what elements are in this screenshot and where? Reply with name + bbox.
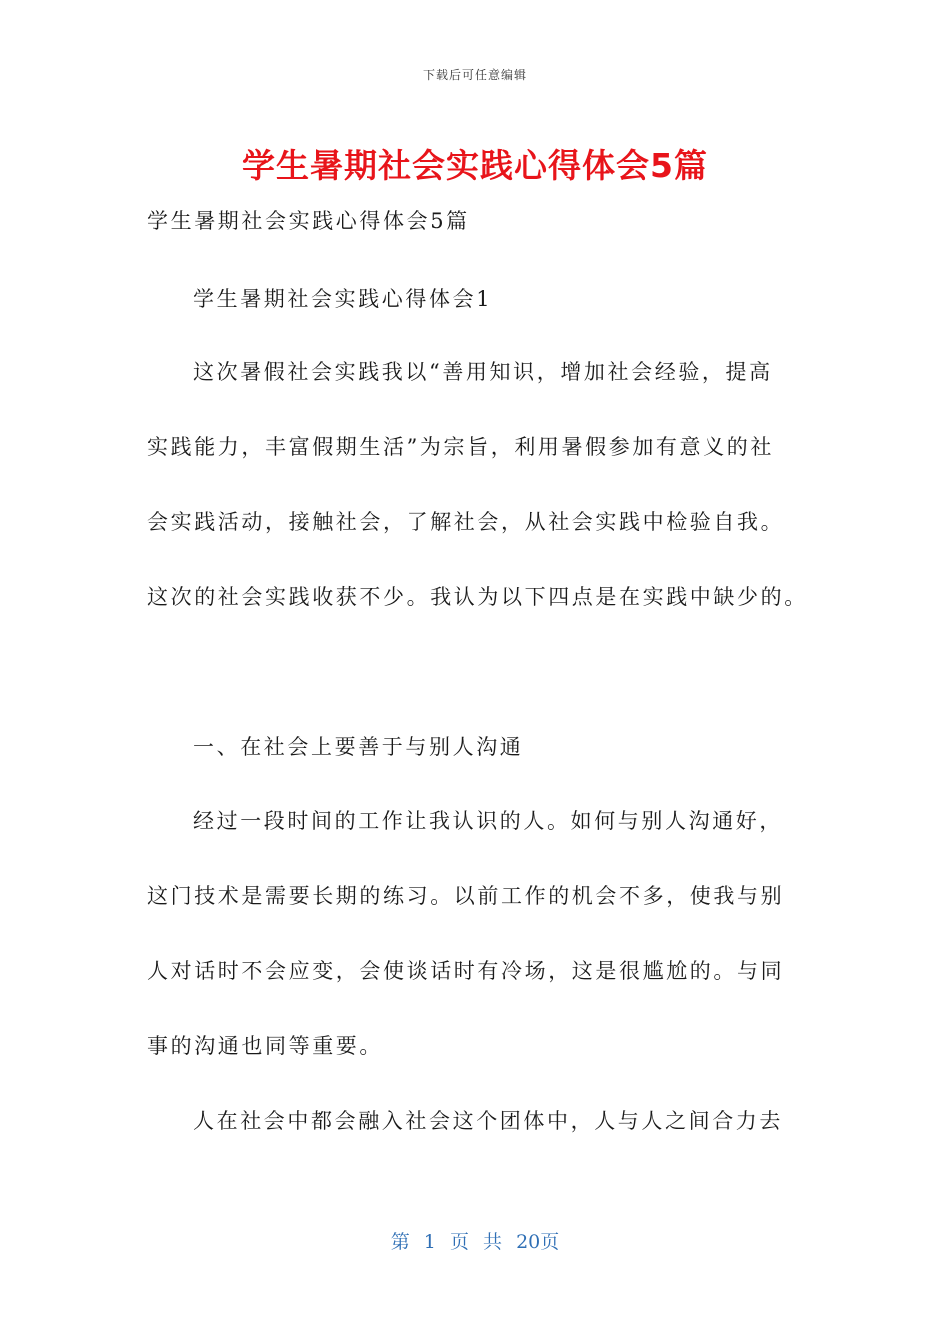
paragraph-1-line-1: 这次暑假社会实践我以“善用知识，增加社会经验，提高 <box>193 360 773 384</box>
paragraph-2-line-2: 这门技术是需要长期的练习。以前工作的机会不多，使我与别 <box>147 884 785 908</box>
footer-total-pages: 20页 <box>516 1231 560 1253</box>
footer-total-word: 共 <box>483 1231 503 1253</box>
point-heading: 一、在社会上要善于与别人沟通 <box>193 735 524 759</box>
paragraph-3-line-1: 人在社会中都会融入社会这个团体中，人与人之间合力去 <box>193 1109 783 1133</box>
page-number-footer <box>0 1227 950 1254</box>
footer-prefix: 第 <box>390 1231 410 1253</box>
paragraph-2-line-4: 事的沟通也同等重要。 <box>147 1034 383 1058</box>
paragraph-1-line-2: 实践能力，丰富假期生活”为宗旨，利用暑假参加有意义的社 <box>147 435 774 459</box>
header-note: 下载后可任意编辑 <box>422 68 527 82</box>
paragraph-1-line-4: 这次的社会实践收获不少。我认为以下四点是在实践中缺少的。 <box>147 585 808 609</box>
footer-current-page: 1 <box>423 1231 436 1253</box>
paragraph-1-line-3: 会实践活动，接触社会，了解社会，从社会实践中检验自我。 <box>147 510 785 534</box>
footer-page-word: 页 <box>449 1231 469 1253</box>
document-title: 学生暑期社会实践心得体会5篇 <box>242 146 708 185</box>
section-heading: 学生暑期社会实践心得体会1 <box>193 287 493 311</box>
document-subtitle: 学生暑期社会实践心得体会5篇 <box>147 209 470 233</box>
paragraph-2-line-3: 人对话时不会应变，会使谈话时有冷场，这是很尴尬的。与同 <box>147 959 785 983</box>
paragraph-2-line-1: 经过一段时间的工作让我认识的人。如何与别人沟通好， <box>193 809 783 833</box>
